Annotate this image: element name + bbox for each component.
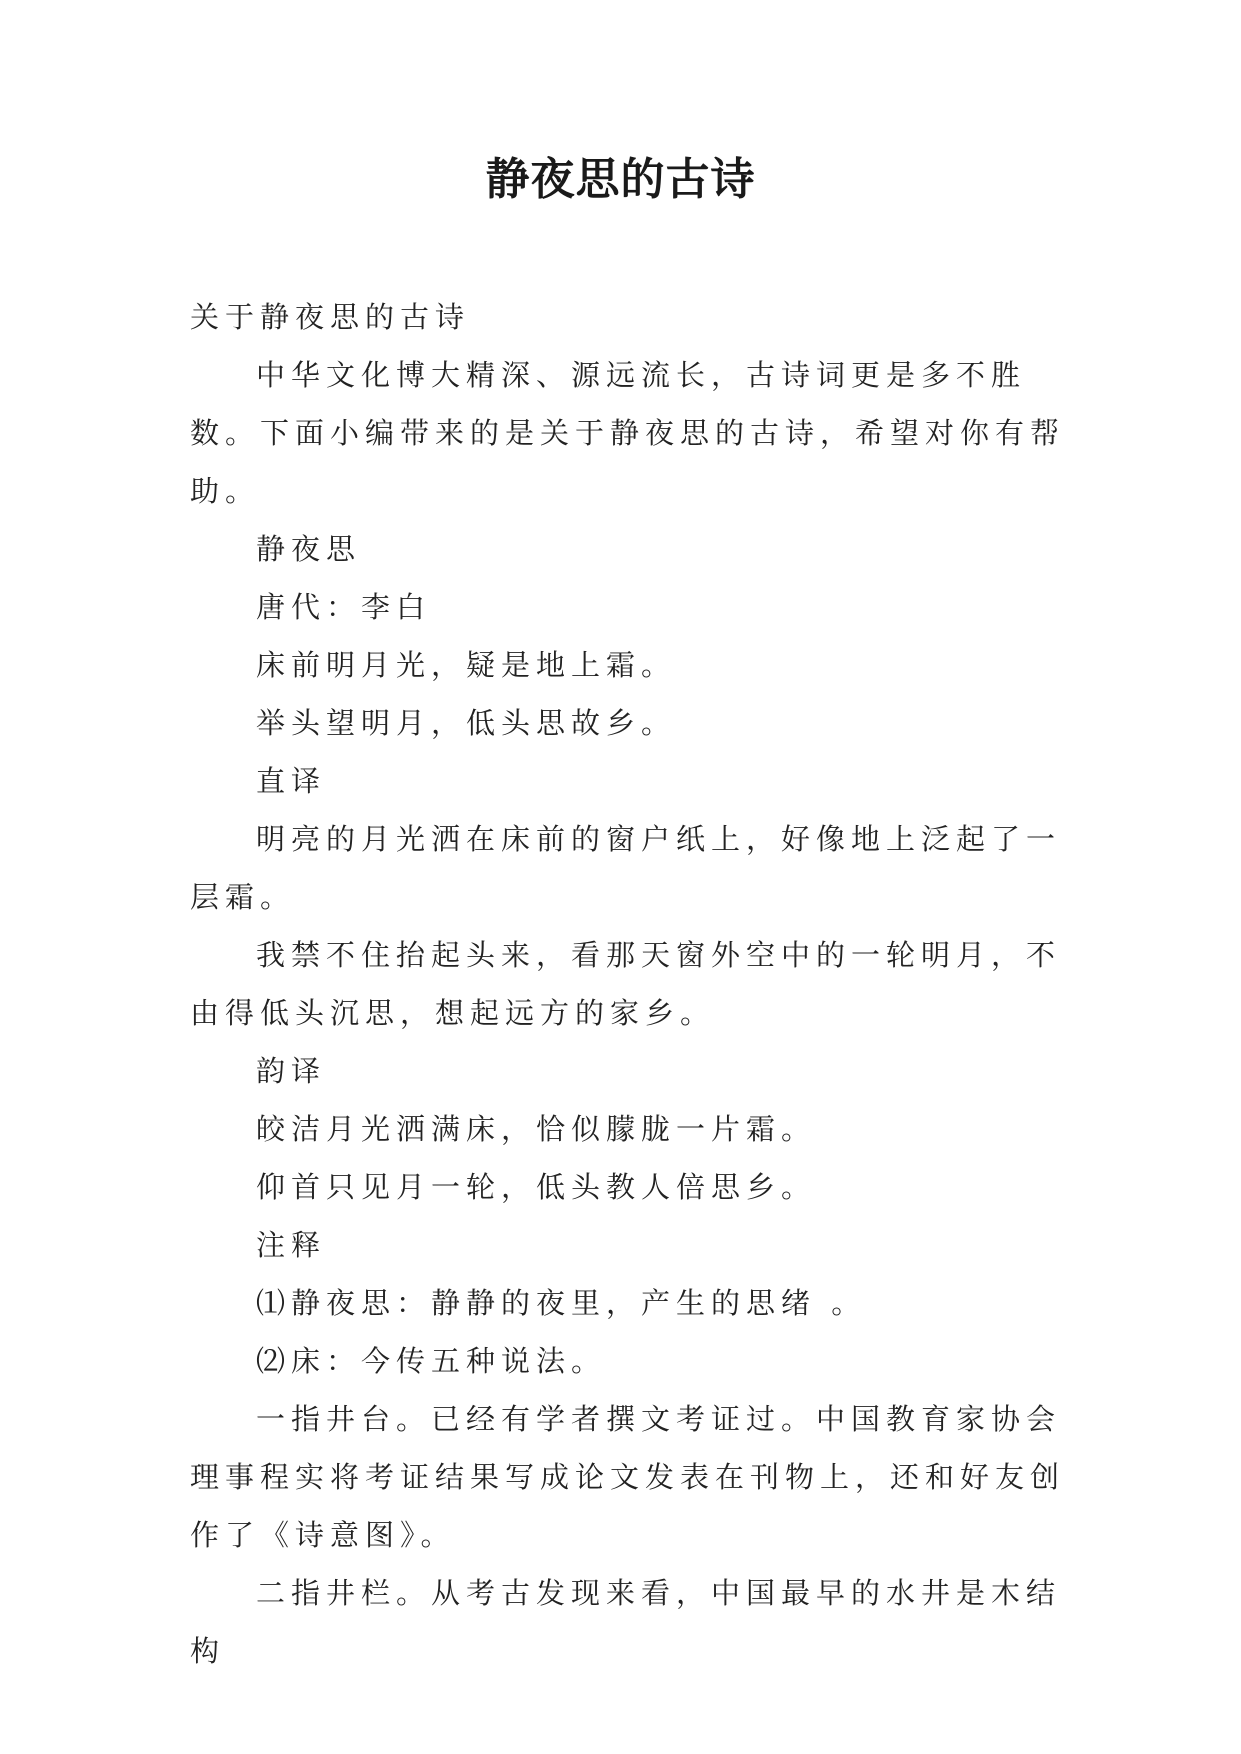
paragraph: ⑴静夜思：静静的夜里，产生的思绪 。 <box>256 1286 867 1320</box>
paragraph: 韵译 <box>256 1054 327 1088</box>
document-body <box>190 288 1070 1680</box>
paragraph: 唐代：李白 <box>256 590 432 624</box>
document-title: 静夜思的古诗 <box>485 154 756 205</box>
paragraph: 二指井栏。从考古发现来看，中国最早的水井是木结构 <box>190 1576 1062 1668</box>
paragraph: 皎洁月光洒满床，恰似朦胧一片霜。 <box>256 1112 817 1146</box>
paragraph: 中华文化博大精深、源远流长，古诗词更是多不胜数。下面小编带来的是关于静夜思的古诗，希望对你有帮助。 <box>190 358 1066 508</box>
paragraph: 一指井台。已经有学者撰文考证过。中国教育家协会理事程实将考证结果写成论文发表在刊物上，还和好友创作了《诗意图》。 <box>190 1402 1066 1552</box>
paragraph: 注释 <box>256 1228 327 1262</box>
document-heading: 关于静夜思的古诗 <box>190 300 471 334</box>
paragraph: 直译 <box>256 764 327 798</box>
paragraph: 仰首只见月一轮，低头教人倍思乡。 <box>256 1170 817 1204</box>
paragraph: 床前明月光，疑是地上霜。 <box>256 648 677 682</box>
paragraph: 明亮的月光洒在床前的窗户纸上，好像地上泛起了一层霜。 <box>190 822 1062 914</box>
paragraph: 我禁不住抬起头来，看那天窗外空中的一轮明月，不由得低头沉思，想起远方的家乡。 <box>190 938 1062 1030</box>
paragraph: ⑵床：今传五种说法。 <box>256 1344 607 1378</box>
paragraph: 举头望明月，低头思故乡。 <box>256 706 677 740</box>
paragraph: 静夜思 <box>256 532 362 566</box>
